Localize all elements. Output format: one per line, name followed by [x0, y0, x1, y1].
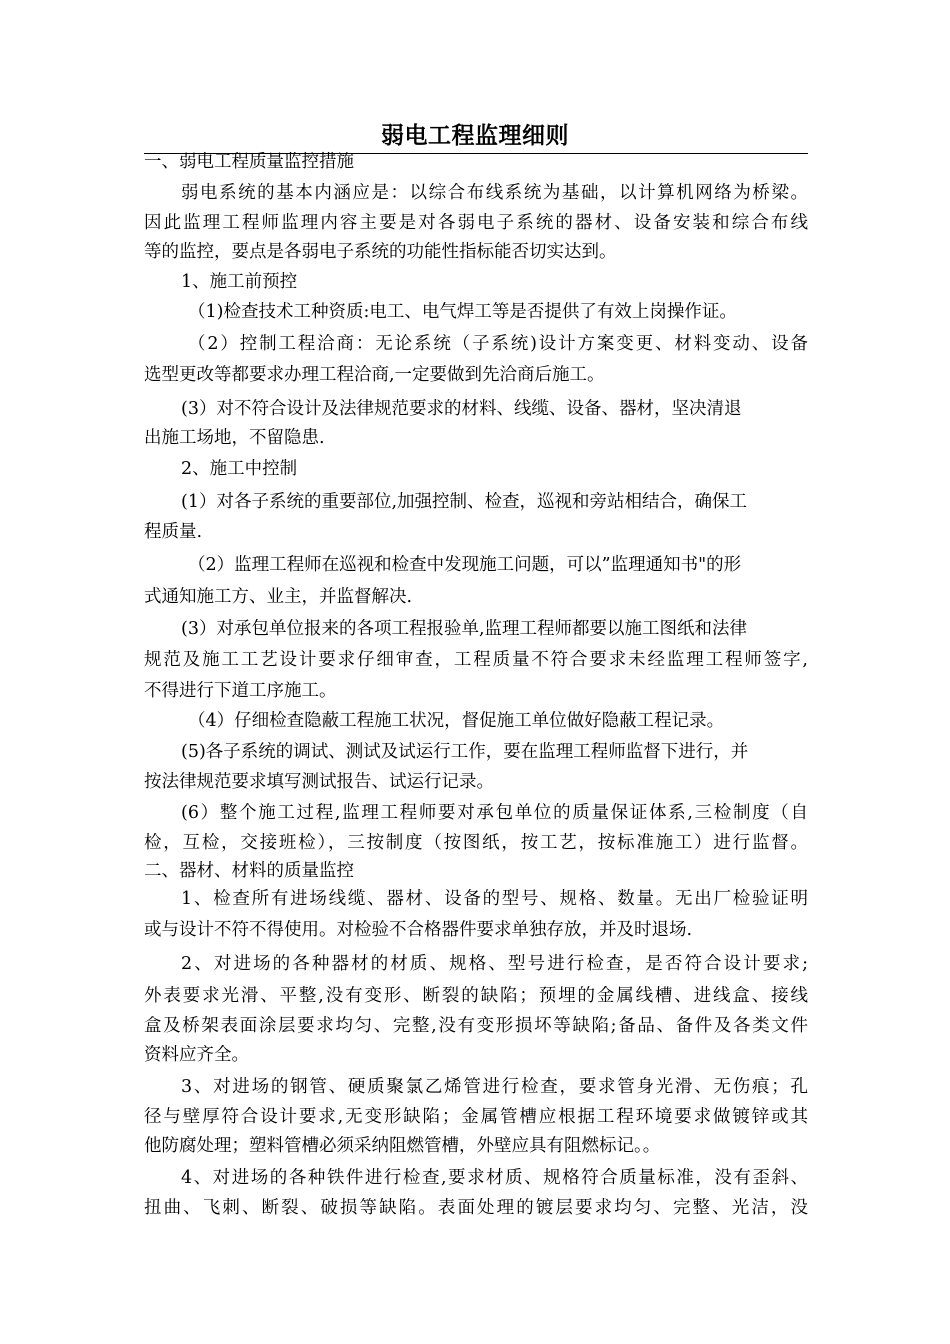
page-title: 弱电工程监理细则	[381, 122, 569, 149]
paragraph-line: 或与设计不符不得使用。对检验不合格器件要求单独存放，并及时退场.	[144, 920, 693, 940]
paragraph-line: 外表要求光滑、平整,没有变形、断裂的缺陷；预埋的金属线槽、进线盒、接线	[144, 986, 808, 1006]
paragraph-line: （2）控制工程洽商：无论系统（子系统)设计方案变更、材料变动、设备	[188, 334, 808, 354]
paragraph-line: 他防腐处理；塑料管槽必须采纳阻燃管槽，外壁应具有阻燃标记。。	[144, 1136, 661, 1156]
paragraph-line: 不得进行下道工序施工。	[144, 681, 337, 701]
section-heading: 一、弱电工程质量监控措施	[144, 152, 354, 172]
paragraph-line: 等的监控，要点是各弱电子系统的功能性指标能否切实达到。	[144, 242, 617, 262]
paragraph-line: 资料应齐全。	[144, 1045, 249, 1065]
paragraph-line: 弱电系统的基本内涵应是：以综合布线系统为基础，以计算机网络为桥梁。	[181, 183, 808, 203]
paragraph-line: 3、对进场的钢管、硬质聚氯乙烯管进行检查，要求管身光滑、无伤痕；孔	[181, 1077, 808, 1097]
paragraph-line: 程质量.	[144, 522, 203, 542]
paragraph-line: 式通知施工方、业主，并监督解决.	[144, 587, 413, 607]
paragraph-line: （4）仔细检查隐蔽工程施工状况，督促施工单位做好隐蔽工程记录。	[188, 711, 725, 731]
paragraph-line: 盒及桥架表面涂层要求均匀、完整,没有变形损坏等缺陷;备品、备件及各类文件	[144, 1016, 808, 1036]
subsection-heading: 1、施工前预控	[181, 272, 298, 292]
paragraph-line: 选型更改等都要求办理工程洽商,一定要做到先洽商后施工。	[144, 365, 605, 385]
paragraph-line: (3）对不符合设计及法律规范要求的材料、线缆、设备、器材，坚决清退	[181, 399, 742, 419]
paragraph-line: 检，互检，交接班检），三按制度（按图纸，按工艺，按标准施工）进行监督。	[144, 833, 808, 853]
paragraph-line: 4、对进场的各种铁件进行检查,要求材质、规格符合质量标准，没有歪斜、	[181, 1168, 808, 1188]
paragraph-line: 径与壁厚符合设计要求,无变形缺陷；金属管槽应根据工程环境要求做镀锌或其	[144, 1107, 808, 1127]
paragraph-line: 因此监理工程师监理内容主要是对各弱电子系统的器材、设备安装和综合布线	[144, 213, 808, 233]
paragraph-line: （1)检查技术工种资质:电工、电气焊工等是否提供了有效上岗操作证。	[188, 302, 737, 322]
paragraph-line: (1）对各子系统的重要部位,加强控制、检查，巡视和旁站相结合，确保工	[181, 492, 748, 512]
paragraph-line: (3）对承包单位报来的各项工程报验单,监理工程师都要以施工图纸和法律	[181, 619, 748, 639]
section-heading: 二、器材、材料的质量监控	[144, 861, 354, 881]
subsection-heading: 2、施工中控制	[181, 459, 298, 479]
paragraph-line: 出施工场地，不留隐患.	[144, 428, 325, 448]
paragraph-line: 扭曲、飞刺、断裂、破损等缺陷。表面处理的镀层要求均匀、完整、光洁，没	[144, 1198, 808, 1218]
paragraph-line: 1、检查所有进场线缆、器材、设备的型号、规格、数量。无出厂检验证明	[181, 889, 808, 909]
paragraph-line: 规范及施工工艺设计要求仔细审查，工程质量不符合要求未经监理工程师签字,	[144, 650, 808, 670]
paragraph-line: （2）监理工程师在巡视和检查中发现施工问题，可以”监理通知书"的形	[188, 555, 742, 575]
paragraph-line: 按法律规范要求填写测试报告、试运行记录。	[144, 772, 494, 792]
paragraph-line: 2、对进场的各种器材的材质、规格、型号进行检查，是否符合设计要求;	[181, 954, 808, 974]
paragraph-line: (6）整个施工过程,监理工程师要对承包单位的质量保证体系,三检制度（自	[181, 803, 808, 823]
paragraph-line: (5)各子系统的调试、测试及试运行工作，要在监理工程师监督下进行，并	[181, 742, 749, 762]
